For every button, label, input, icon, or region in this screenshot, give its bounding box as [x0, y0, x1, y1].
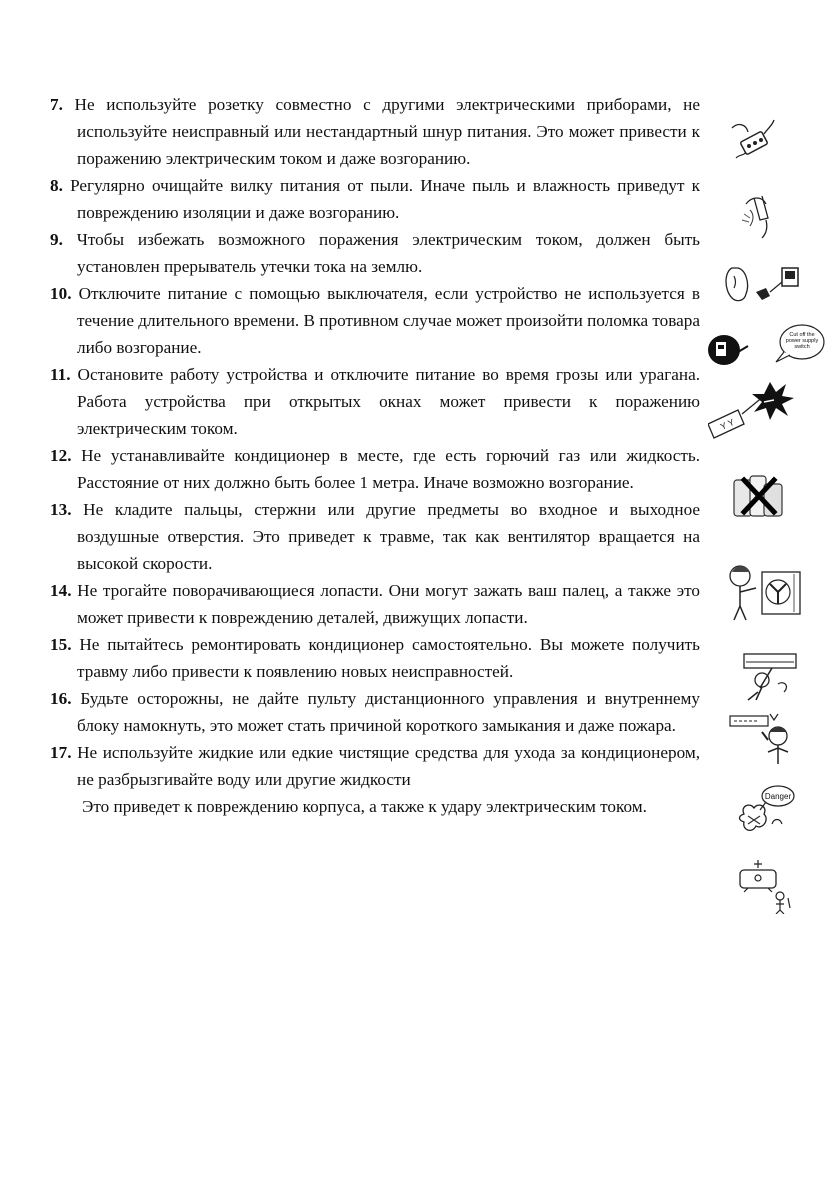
flammable-prohibited-icon — [730, 466, 786, 522]
item-text: Не используйте розетку совместно с другими электрическими приборами, не используйте неисправный или нестандартный шнур питания. Это может привести к поражению электрическим током и даже возгоранию. — [74, 95, 700, 168]
item-number: 16. — [50, 689, 72, 708]
fan-finger-warning-icon — [726, 562, 804, 622]
item-number: 14. — [50, 581, 72, 600]
item-number: 7. — [50, 95, 63, 114]
item-text: Не кладите пальцы, стержни или другие предметы во входное и выходное воздушные отверстия. Это приведет к травме, так как вентилятор вращается на высокой скорости. — [77, 500, 701, 573]
louver-touch-icon — [738, 650, 798, 710]
instruction-note: Это приведет к повреждению корпуса, а также к удару электрическим током. — [82, 797, 647, 816]
item-text: Регулярно очищайте вилку питания от пыли. Иначе пыль и влажность приведут к повреждению изоляции и даже возгоранию. — [70, 176, 701, 222]
instruction-item-10 — [50, 280, 700, 361]
item-number: 13. — [50, 500, 72, 519]
item-text: Не используйте жидкие или едкие чистящие средства для ухода за кондиционером, не разбрызгивайте воду или другие жидкости — [77, 743, 701, 789]
instruction-item-7 — [50, 91, 700, 172]
item-number: 11. — [50, 365, 71, 384]
instruction-item-8 — [50, 172, 700, 226]
item-number: 9. — [50, 230, 63, 249]
cleaning-warning-icon — [734, 856, 796, 914]
item-text: Отключите питание с помощью выключателя, если устройство не используется в течение длительного времени. В противном случае может произойти поломка товара либо возгорание. — [77, 284, 701, 357]
item-number: 17. — [50, 743, 72, 762]
item-number: 15. — [50, 635, 72, 654]
thunderstorm-icon — [708, 380, 794, 440]
svg-text:Y Y: Y Y — [718, 416, 736, 432]
switch-callout-text: Cut off the power supply switch — [785, 332, 819, 350]
water-danger-icon — [736, 784, 796, 840]
item-text: Остановите работу устройства и отключите питание во время грозы или урагана. Работа устройства при открытых окнах может привести к поражению электрическим током. — [77, 365, 700, 438]
instruction-item-13 — [50, 496, 700, 577]
item-text: Не устанавливайте кондиционер в месте, где есть горючий газ или жидкость. Расстояние от них должно быть более 1 метра. Иначе возможно возгорание. — [77, 446, 700, 492]
item-text: Чтобы избежать возможного поражения электрическим током, должен быть установлен прерыватель утечки тока на землю. — [76, 230, 700, 276]
power-switch-icon — [704, 322, 826, 368]
instruction-item-15 — [50, 631, 700, 685]
power-strip-icon — [728, 118, 776, 168]
item-text: Не пытайтесь ремонтировать кондиционер самостоятельно. Вы можете получить травму либо привести к появлению новых неисправностей. — [77, 635, 700, 681]
repair-warning-icon — [728, 712, 800, 768]
danger-callout-text: Danger — [764, 792, 792, 801]
plug-cleaning-icon — [740, 190, 780, 240]
item-number: 10. — [50, 284, 72, 303]
safety-instructions — [50, 91, 700, 820]
item-number: 12. — [50, 446, 72, 465]
instruction-item-11 — [50, 361, 700, 442]
item-number: 8. — [50, 176, 63, 195]
leakage-breaker-icon — [722, 262, 802, 312]
instruction-item-12 — [50, 442, 700, 496]
instruction-item-17 — [50, 739, 700, 793]
instruction-item-9 — [50, 226, 700, 280]
item-text: Будьте осторожны, не дайте пульту дистанционного управления и внутреннему блоку намокнуть, это может стать причиной короткого замыкания и даже пожара. — [77, 689, 700, 735]
item-text: Не трогайте поворачивающиеся лопасти. Они могут зажать ваш палец, а также это может привести к повреждению деталей, движущих лопасти. — [77, 581, 700, 627]
instruction-item-16 — [50, 685, 700, 739]
instruction-item-14 — [50, 577, 700, 631]
